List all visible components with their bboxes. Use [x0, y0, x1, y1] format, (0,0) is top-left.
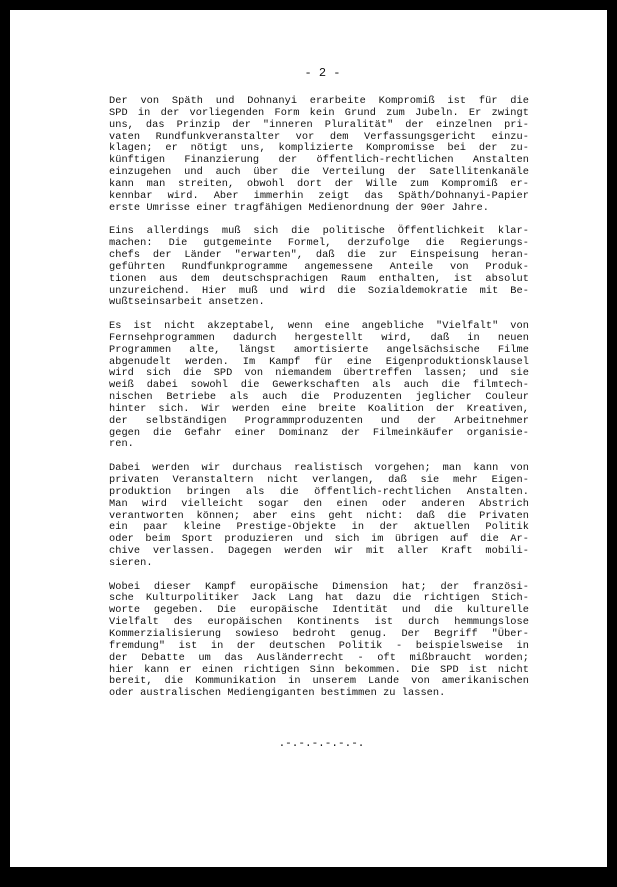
text-line: Fernsehprogrammen dadurch hergestellt wird, daß in neuen	[109, 331, 529, 344]
page-number: - 2 -	[304, 66, 341, 80]
text-line: oder beim Sport produzieren und sich im übrigen auf die Ar-	[109, 533, 529, 546]
paragraph	[109, 226, 529, 309]
text-line: chive verlassen. Dagegen werden wir mit aller Kraft mobili-	[109, 545, 529, 558]
text-line: oder australischen Mediengiganten bestimmen zu lassen.	[109, 687, 446, 700]
end-separator: .-.-.-.-.-.-.	[278, 738, 365, 750]
text-line: ren.	[109, 438, 134, 451]
paragraph	[109, 96, 529, 214]
text-line: künftigen Finanzierung der öffentlich-rechtlichen Anstalten	[109, 154, 529, 167]
text-line: Vielfalt des europäischen Kontinents ist durch hemmungslose	[109, 616, 529, 629]
text-line: gegen die Gefahr einer Dominanz der Filmeinkäufer organisie-	[109, 426, 529, 439]
document-page	[10, 10, 607, 867]
text-line: geführten Rundfunkprogramme angemessene Anteile von Produk-	[109, 260, 529, 273]
text-line: sche Kulturpolitiker Jack Lang hat dazu die richtigen Stich-	[109, 592, 529, 605]
text-line: SPD in der vorliegenden Form kein Grund zum Jubeln. Er zwingt	[109, 106, 529, 119]
text-line: Eins allerdings muß sich die politische Öffentlichkeit klar-	[109, 225, 529, 238]
paragraph	[109, 321, 529, 451]
text-line: unzureichend. Hier muß und wird die Sozialdemokratie mit Be-	[109, 284, 529, 297]
text-line: machen: Die gutgemeinte Formel, derzufolge die Regierungs-	[109, 237, 529, 250]
text-line: kann man streiten, obwohl dort der Wille zum Kompromiß er-	[109, 177, 529, 190]
text-line: erste Umrisse einer tragfähigen Medienordnung der 90er Jahre.	[109, 201, 489, 214]
text-line: weiß dabei sowohl die Gewerkschaften als auch die filmtech-	[109, 379, 529, 392]
text-line: Der von Späth und Dohnanyi erarbeite Kompromiß ist für die	[109, 95, 529, 107]
text-line: Dabei werden wir durchaus realistisch vorgehen; man kann von	[109, 462, 529, 475]
text-line: der Debatte um das Ausländerrecht - oft mißbraucht worden;	[109, 651, 529, 664]
text-line: kennbar wird. Aber immerhin zeigt das Späth/Dohnanyi-Papier	[109, 189, 529, 202]
text-line: bereit, die Kommunikation in unserem Lande von amerikanischen	[109, 675, 529, 688]
text-line: abgenudelt werden. Im Kampf für eine Eigenproduktionsklausel	[109, 355, 529, 368]
text-line: einzugehen und auch über die Verteilung der Satellitenkanäle	[109, 166, 529, 179]
text-line: ein paar kleine Prestige-Objekte in der aktuellen Politik	[109, 521, 529, 534]
text-line: fremdung" ist in der deutschen Politik - beispielsweise in	[109, 639, 529, 652]
text-line: hinter sich. Wir werden eine breite Koalition der Kreativen,	[109, 402, 529, 415]
text-line: tionen aus dem deutschsprachigen Raum enthalten, ist absolut	[109, 272, 529, 285]
text-line: wird sich die SPD von niemandem übertreffen lassen; und sie	[109, 367, 529, 380]
body-text	[109, 96, 529, 712]
paragraph	[109, 463, 529, 570]
text-line: Kommerzialisierung sowieso bedroht genug. Der Begriff "Über-	[109, 627, 529, 640]
text-line: der selbständigen Programmproduzenten und der Arbeitnehmer	[109, 414, 529, 427]
text-line: produktion bringen als die öffentlich-rechtlichen Anstalten.	[109, 485, 529, 498]
text-line: sieren.	[109, 556, 153, 569]
text-line: klagen; er nötigt uns, komplizierte Kompromisse bei der zu-	[109, 142, 529, 155]
text-line: nischen Betriebe als auch die Produzenten jeglicher Couleur	[109, 391, 529, 404]
text-line: privaten Veranstaltern nicht verlangen, daß sie mehr Eigen-	[109, 474, 529, 486]
text-line: Wobei dieser Kampf europäische Dimension hat; der französi-	[109, 580, 529, 593]
text-line: chefs der Länder "erwarten", daß die zur Einspeisung heran-	[109, 248, 529, 261]
text-line: uns, das Prinzip der "inneren Pluralität" der einzelnen pri-	[109, 118, 529, 131]
text-line: hier kann er einen richtigen Sinn bekommen. Die SPD ist nicht	[109, 663, 529, 676]
text-line: Programmen alte, längst amortisierte angelsächsische Filme	[109, 343, 529, 356]
text-line: verantworten können; aber eins geht nicht: daß die Privaten	[109, 509, 529, 522]
paragraph	[109, 582, 529, 700]
text-line: vaten Rundfunkveranstalter vor dem Verfassungsgericht einzu-	[109, 130, 529, 143]
text-line: wußtseinsarbeit ansetzen.	[109, 296, 265, 309]
text-line: worte gegeben. Die europäische Identität und die kulturelle	[109, 604, 529, 617]
text-line: Es ist nicht akzeptabel, wenn eine angebliche "Vielfalt" von	[109, 320, 529, 333]
text-line: Man wird vielleicht sogar den einen oder anderen Abstrich	[109, 497, 529, 510]
